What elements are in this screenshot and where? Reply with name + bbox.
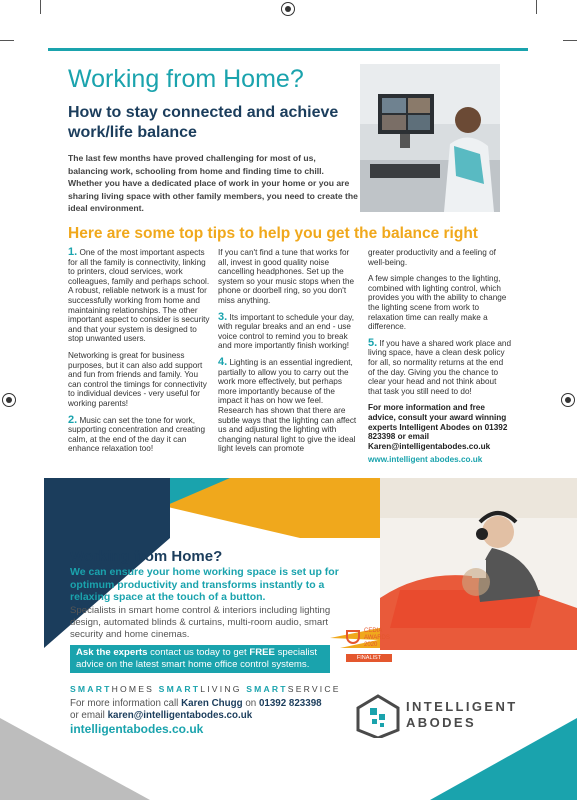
paragraph: greater productivity and a feeling of well-being. xyxy=(368,248,496,267)
award-line: AWARDS xyxy=(364,635,390,641)
ad-body: Specialists in smart home control & interiors including lighting design, automated blinds & curtains, multi-room audio, smart security and home cinemas. xyxy=(70,605,331,640)
tips-column-3 xyxy=(368,248,512,472)
tagline-regular: HOMES xyxy=(111,684,159,694)
tagline-regular: SERVICE xyxy=(287,684,341,694)
paragraph: If you can't find a tune that works for all, invest in good quality noise cancelling headphones. Set up the system so your music stops when the phone or doorbell ring, so you don't miss anything. xyxy=(218,248,355,305)
box-bold: Ask the experts xyxy=(76,647,148,658)
tagline xyxy=(70,684,341,694)
paragraph: A few simple changes to the lighting, combined with lighting control, which provides you with the ability to change the lighting scene from work to relaxation time can really make a difference. xyxy=(368,274,507,332)
tagline-regular: LIVING xyxy=(200,684,247,694)
tagline-bold: SMART xyxy=(158,684,201,694)
ask-experts-box xyxy=(70,645,330,673)
top-rule xyxy=(48,48,528,51)
tip-text: One of the most important aspects for all the family is connectivity, linking to printers, cloud services, work colleagues, family and perhaps school. A robust, reliable network is a must for successfully working from home and maintaining relationships. The other important aspect to consider is security and that your system is designed to stop unwanted users. xyxy=(68,248,210,344)
award-line: CEDIA xyxy=(364,628,383,634)
ad-lead: We can ensure your home working space is set up for optimum productivity and transforms instantly to a relaxing space at the touch of a button. xyxy=(70,566,339,604)
logo-text: ABODES xyxy=(406,715,477,730)
tip-3 xyxy=(218,310,360,351)
tip-number: 4. xyxy=(218,355,228,368)
crop-mark xyxy=(536,0,537,14)
logo-text: INTELLIGENT xyxy=(406,699,518,714)
contact-name: Karen Chugg xyxy=(181,698,243,709)
article-subtitle: How to stay connected and achieve work/life balance xyxy=(68,104,339,141)
registration-mark xyxy=(561,393,575,407)
tip-number: 3. xyxy=(218,310,228,323)
tip-4 xyxy=(218,355,360,454)
tip-text: If you have a shared work place and living space, have a clean desk policy for all, so normality returns at the end of the day. Giving you the chance to clear your head and not think about that task you still need to do! xyxy=(368,338,512,396)
tip-text: Its important to schedule your day, with regular breaks and an end - use voice control to remind you to break and more importantly finish working! xyxy=(218,312,355,351)
award-badge xyxy=(342,626,404,676)
trophy-icon xyxy=(346,630,360,644)
award-ribbon: FINALIST xyxy=(346,654,392,662)
tips-heading: Here are some top tips to help you get the balance right xyxy=(68,225,478,242)
website-link[interactable]: www.intelligent abodes.co.uk xyxy=(368,455,483,465)
tips-column-2 xyxy=(218,248,360,461)
article-intro: The last few months have proved challenging for most of us, balancing work, schooling from home and finding time to chill. Whether you have a dedicated place of work in your home or you are sharing living space with other family members, you need to create the ideal environment. xyxy=(68,153,358,214)
tip-5 xyxy=(368,336,512,397)
intelligent-abodes-logo-icon xyxy=(356,694,400,738)
tips-column-1 xyxy=(68,248,210,461)
contact-email[interactable]: karen@intelligentabodes.co.uk xyxy=(107,710,253,721)
ad-title: Working from Home? xyxy=(70,548,223,565)
ad-website[interactable]: intelligentabodes.co.uk xyxy=(70,722,204,736)
contact-cta: For more information and free advice, consult your award winning experts Intelligent Abodes on 01392 823398 or email Karen@intelligentabodes.co.uk xyxy=(368,403,508,451)
tip-2 xyxy=(68,413,210,454)
crop-mark xyxy=(0,40,14,41)
award-line: 2020 xyxy=(364,642,378,648)
crop-mark xyxy=(40,0,41,14)
contact-phone[interactable]: 01392 823398 xyxy=(258,698,322,709)
contact-text: For more information call xyxy=(70,698,182,709)
contact-text: or email xyxy=(70,710,108,721)
tip-text: Music can set the tone for work, supporting concentration and creating calm, at the end of the day it can enhance relaxation too! xyxy=(68,415,206,454)
registration-mark xyxy=(2,393,16,407)
contact-text: on xyxy=(242,698,259,709)
article-title: Working from Home? xyxy=(68,65,304,93)
tip-text: Lighting is an essential ingredient, partially to allow you to carry out the work more effectively, but perhaps more importantly because of the impact it has on how we feel. Research has shown that there are subtle ways that the lighting can affect us and adjusting the lighting with changing natural light to give the ideal light levels can promote xyxy=(218,357,357,454)
registration-mark xyxy=(281,2,295,16)
box-free: FREE xyxy=(249,647,275,658)
box-text: contact us today to get xyxy=(147,647,250,658)
box-text: specialist advice on the latest smart home office control systems. xyxy=(76,647,318,670)
ad-email-line xyxy=(70,710,252,722)
tip-number: 2. xyxy=(68,413,78,426)
tagline-bold: SMART xyxy=(246,684,288,694)
paragraph: Networking is great for business purposes, but it can also add support and fun from friends and family. You can control the timings for connectivity to individual devices - very useful for working parents! xyxy=(68,350,207,408)
tip-number: 5. xyxy=(368,336,378,349)
tip-1 xyxy=(68,248,210,344)
tip-number: 1. xyxy=(68,246,78,258)
tagline-bold: SMART xyxy=(70,684,112,694)
crop-mark xyxy=(563,40,577,41)
ad-photo xyxy=(380,478,577,650)
article-photo xyxy=(360,64,500,212)
ad-contact-line xyxy=(70,698,322,710)
